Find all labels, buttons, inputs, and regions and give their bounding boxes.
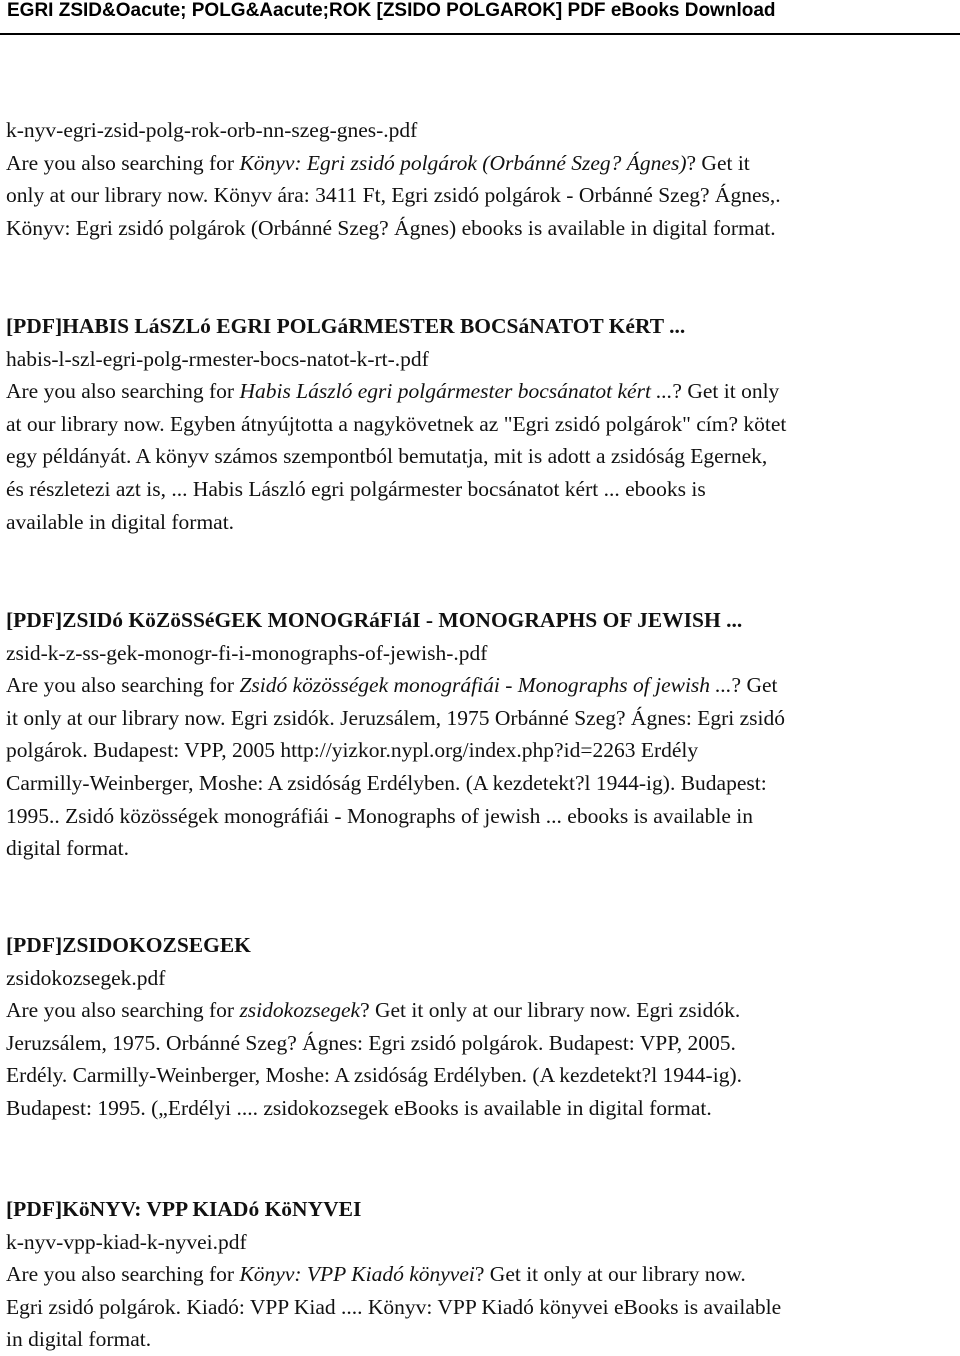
description-text: és részletezi azt is, ... Habis László egri polgármester bocsánatot kért ... ebooks is bbox=[6, 477, 706, 501]
description-text: Budapest: 1995. („Erdélyi .... zsidokozsegek eBooks is available in digital format. bbox=[6, 1096, 712, 1120]
result-description-line bbox=[6, 375, 779, 408]
result-filename[interactable]: k-nyv-vpp-kiad-k-nyvei.pdf bbox=[6, 1229, 247, 1254]
result-description-line bbox=[6, 1258, 746, 1291]
result-description-line bbox=[6, 440, 767, 473]
result-description-line bbox=[6, 669, 778, 702]
result-title[interactable]: [PDF]ZSIDOKOZSEGEK bbox=[6, 933, 251, 957]
result-description-line bbox=[6, 506, 234, 539]
description-text: polgárok. Budapest: VPP, 2005 http://yizkor.nypl.org/index.php?id=2263 Erdély bbox=[6, 738, 699, 763]
result-description-line bbox=[6, 179, 781, 212]
result-filename[interactable]: zsid-k-z-ss-gek-monogr-fi-i-monographs-of-jewish-.pdf bbox=[6, 640, 488, 665]
description-text: in digital format. bbox=[6, 1327, 152, 1352]
result-description-line bbox=[6, 1059, 742, 1092]
description-text: Are you also searching for bbox=[6, 1262, 240, 1287]
result-description-line bbox=[6, 473, 706, 506]
result-title[interactable]: [PDF]ZSIDó KöZöSSéGEK MONOGRáFIáI - MONOGRAPHS OF JEWISH ... bbox=[6, 608, 743, 632]
result-description-line bbox=[6, 994, 740, 1027]
result-description-line bbox=[6, 1291, 781, 1324]
description-text: at our library now. Egyben átnyújtotta a nagykövetnek az "Egri zsidó polgárok" cím? kötet bbox=[6, 411, 787, 436]
result-description-line bbox=[6, 832, 129, 865]
description-text: ? Get it only bbox=[672, 379, 780, 404]
result-description-line bbox=[6, 1092, 712, 1125]
description-text: it only at our library now. Egri zsidók. Jeruzsálem, 1975 Orbánné Szeg? Ágnes: Egri zsidó bbox=[6, 705, 785, 730]
page-title: EGRI ZSID&Oacute; POLG&Aacute;ROK [ZSIDO POLGAROK] PDF eBooks Download bbox=[7, 0, 776, 21]
result-description-line bbox=[6, 1323, 151, 1356]
description-text: only at our library now. Könyv ára: 3411 Ft, Egri zsidó polgárok - Orbánné Szeg? Ágnes,. bbox=[6, 183, 781, 208]
search-term: zsidokozsegek bbox=[239, 998, 361, 1023]
result-description-line bbox=[6, 408, 786, 441]
description-text: ? Get it only at our library now. Egri zsidók. bbox=[360, 998, 741, 1023]
result-title[interactable]: [PDF]HABIS LáSZLó EGRI POLGáRMESTER BOCSáNATOT KéRT ... bbox=[6, 314, 686, 338]
description-text: available in digital format. bbox=[6, 509, 235, 534]
search-term: Könyv: VPP Kiadó könyvei bbox=[239, 1262, 475, 1287]
result-description-line bbox=[6, 212, 776, 245]
result-title[interactable]: [PDF]KöNYV: VPP KIADó KöNYVEI bbox=[6, 1197, 362, 1221]
description-text: ? Get bbox=[731, 673, 778, 698]
search-term: Habis László egri polgármester bocsánatot kért ... bbox=[239, 379, 673, 404]
description-text: Are you also searching for bbox=[6, 379, 240, 404]
description-text: digital format. bbox=[6, 836, 129, 861]
description-text: ? Get it only at our library now. bbox=[474, 1262, 746, 1287]
result-description-line bbox=[6, 1027, 736, 1060]
description-text: 1995.. Zsidó közösségek monográfiái - Monographs of jewish ... ebooks is available in bbox=[6, 803, 753, 828]
description-text: Are you also searching for bbox=[6, 150, 240, 175]
result-filename[interactable]: zsidokozsegek.pdf bbox=[6, 965, 166, 990]
page-header bbox=[0, 0, 960, 54]
description-text: ? Get it bbox=[686, 150, 750, 175]
search-term: Zsidó közösségek monográfiái - Monographs of jewish ... bbox=[239, 673, 732, 698]
result-filename[interactable]: habis-l-szl-egri-polg-rmester-bocs-natot-k-rt-.pdf bbox=[6, 346, 429, 371]
result-description-line bbox=[6, 800, 753, 833]
description-text: Egri zsidó polgárok. Kiadó: VPP Kiad .... Könyv: VPP Kiadó könyvei eBooks is available bbox=[6, 1294, 782, 1319]
result-description-line bbox=[6, 702, 785, 735]
description-text: Are you also searching for bbox=[6, 998, 240, 1023]
description-text: Erdély. Carmilly-Weinberger, Moshe: A zsidóság Erdélyben. (A kezdetekt?l 1944-ig). bbox=[6, 1063, 742, 1088]
description-text: Jeruzsálem, 1975. Orbánné Szeg? Ágnes: Egri zsidó polgárok. Budapest: VPP, 2005. bbox=[6, 1030, 736, 1055]
search-term: Könyv: Egri zsidó polgárok (Orbánné Szeg? Ágnes) bbox=[239, 150, 687, 175]
result-description-line bbox=[6, 147, 750, 180]
description-text: Carmilly-Weinberger, Moshe: A zsidóság Erdélyben. (A kezdetekt?l 1944-ig). Budapest: bbox=[6, 771, 767, 795]
description-text: Are you also searching for bbox=[6, 673, 240, 698]
result-description-line bbox=[6, 734, 698, 767]
result-filename[interactable]: k-nyv-egri-zsid-polg-rok-orb-nn-szeg-gnes-.pdf bbox=[6, 118, 418, 142]
description-text: Könyv: Egri zsidó polgárok (Orbánné Szeg? Ágnes) ebooks is available in digital format. bbox=[6, 215, 776, 240]
header-divider bbox=[0, 33, 960, 35]
description-text: egy példányát. A könyv számos szempontból bemutatja, mit is adott a zsidóság Egernek, bbox=[6, 444, 768, 469]
result-description-line bbox=[6, 767, 767, 800]
